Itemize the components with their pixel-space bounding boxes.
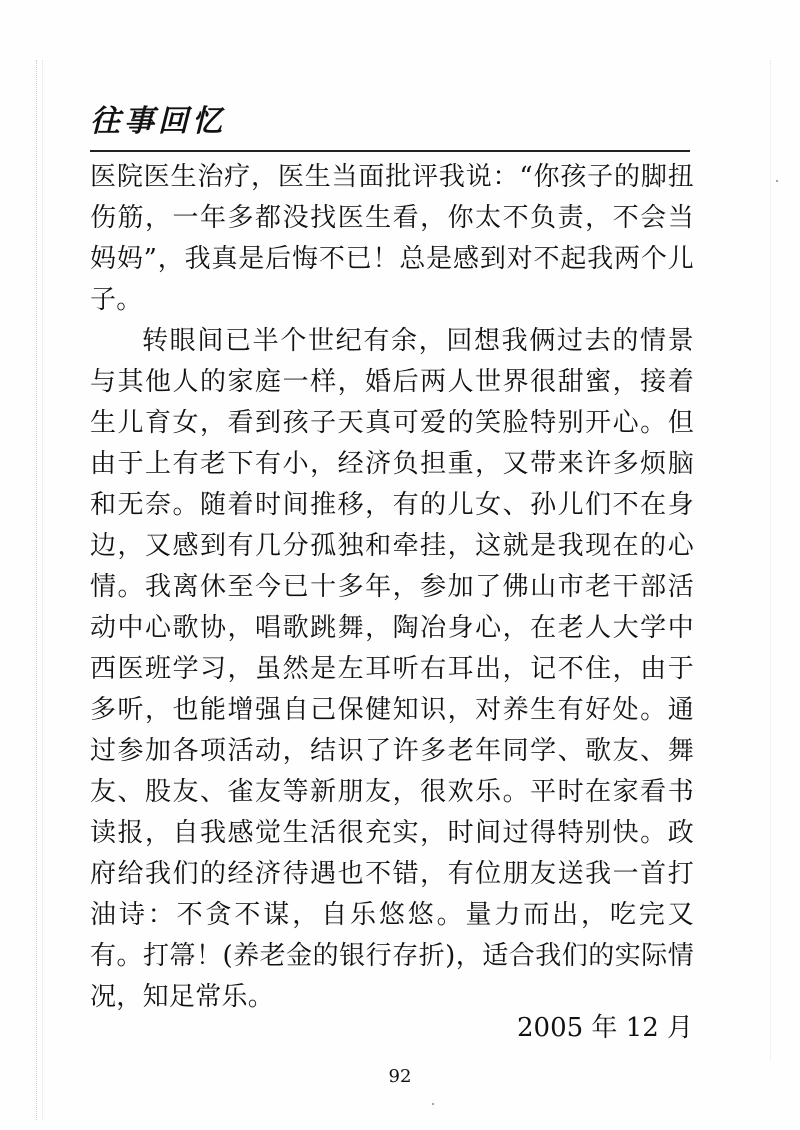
body-text <box>90 157 694 1018</box>
scan-edge-right <box>770 60 771 1060</box>
paragraph-main: 转眼间已半个世纪有余，回想我俩过去的情景与其他人的家庭一样，婚后两人世界很甜蜜，接着生儿育女，看到孩子天真可爱的笑脸特别开心。但由于上有老下有小，经济负担重，又带来许多烦脑和无奈。随着时间推移，有的儿女、孙儿们不在身边，又感到有几分孤独和牵挂，这就是我现在的心情。我离休至今已十多年，参加了佛山市老干部活动中心歌协，唱歌跳舞，陶冶身心，在老人大学中西医班学习，虽然是左耳听右耳出，记不住，由于多听，也能增强自己保健知识，对养生有好处。通过参加各项活动，结识了许多老年同学、歌友、舞友、股友、雀友等新朋友，很欢乐。平时在家看书读报，自我感觉生活很充实，时间过得特别快。政府给我们的经济待遇也不错，有位朋友送我一首打油诗：不贪不谋，自乐悠悠。量力而出，吃完又有。打箒！(养老金的银行存折)，适合我们的实际情况，知足常乐。 <box>90 326 694 1012</box>
scan-edge-left <box>36 60 37 1120</box>
scan-edge-left-inner <box>42 60 43 1120</box>
page-number: 92 <box>388 1066 412 1087</box>
scan-speck <box>776 180 778 182</box>
date-signature: 2005 年 12 月 <box>517 1013 694 1043</box>
header-rule <box>90 150 690 152</box>
paragraph-continued: 医院医生治疗，医生当面批评我说：“你孩子的脚扭伤筋，一年多都没找医生看，你太不负责，不会当妈妈”，我真是后悔不已！总是感到对不起我两个儿子。 <box>90 162 694 315</box>
running-header-title: 往事回忆 <box>90 104 226 139</box>
scan-speck <box>432 1103 434 1105</box>
